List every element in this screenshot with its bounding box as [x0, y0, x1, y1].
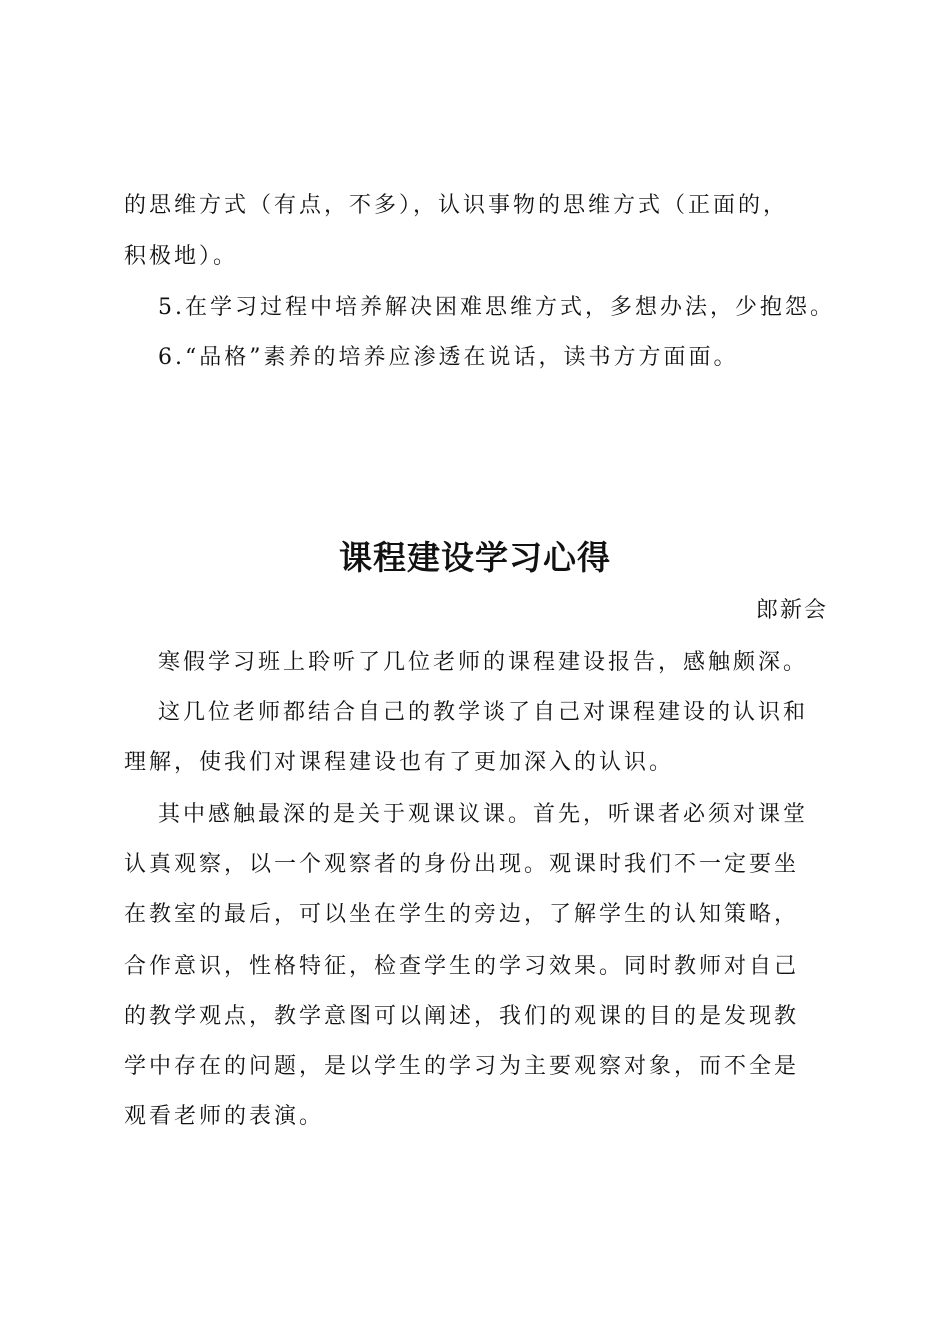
paragraph-line: 在教室的最后，可以坐在学生的旁边，了解学生的认知策略， [124, 902, 800, 927]
body-text-line: 的思维方式（有点，不多），认识事物的思维方式（正面的， [124, 193, 789, 218]
paragraph-line: 这几位老师都结合自己的教学谈了自己对课程建设的认识和 [158, 700, 809, 725]
article-author: 郎新会 [755, 598, 828, 623]
paragraph-line: 认真观察，以一个观察者的身份出现。观课时我们不一定要坐 [124, 852, 800, 877]
list-item-6: 6.“品格”素养的培养应渗透在说话，读书方方面面。 [158, 345, 739, 370]
paragraph-line: 学中存在的问题，是以学生的学习为主要观察对象，而不全是 [124, 1054, 800, 1079]
body-text-line: 积极地）。 [124, 244, 239, 269]
list-item-5: 5.在学习过程中培养解决困难思维方式，多想办法，少抱怨。 [158, 295, 835, 320]
paragraph-line: 的教学观点，教学意图可以阐述，我们的观课的目的是发现教 [124, 1004, 800, 1029]
paragraph-line: 合作意识，性格特征，检查学生的学习效果。同时教师对自己 [124, 954, 800, 979]
article-title: 课程建设学习心得 [339, 538, 611, 577]
paragraph-line: 观看老师的表演。 [124, 1104, 325, 1129]
paragraph-line: 寒假学习班上聆听了几位老师的课程建设报告，感触颇深。 [158, 650, 809, 675]
paragraph-line: 其中感触最深的是关于观课议课。首先，听课者必须对课堂 [158, 802, 809, 827]
paragraph-line: 理解，使我们对课程建设也有了更加深入的认识。 [124, 750, 675, 775]
